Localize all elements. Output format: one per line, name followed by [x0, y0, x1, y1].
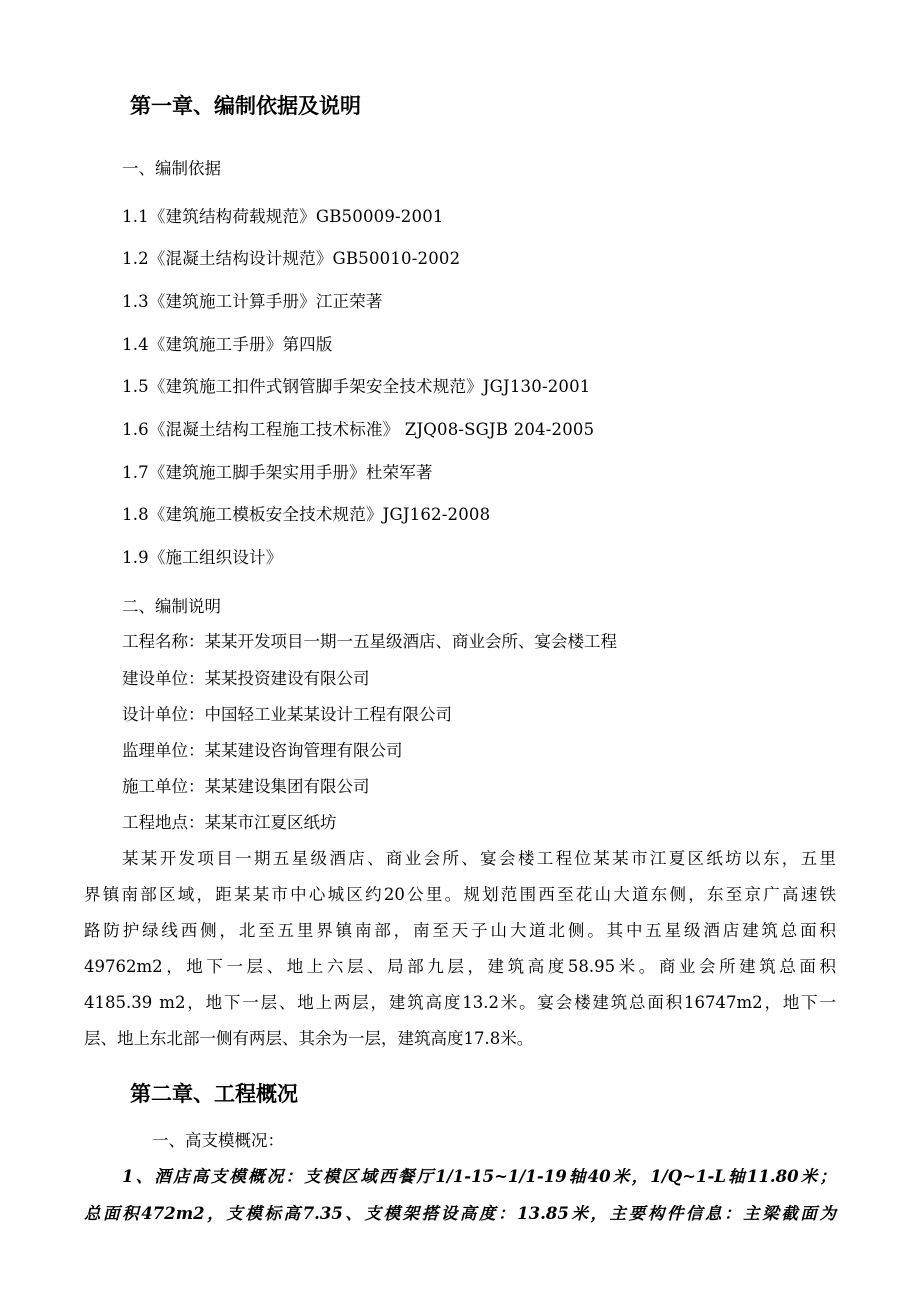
chapter2-title: 第二章、工程概况: [130, 1081, 298, 1106]
reference-item: 1.9《施工组织设计》: [122, 548, 283, 567]
reference-item: 1.5《建筑施工扣件式钢管脚手架安全技术规范》JGJ130-2001: [122, 377, 591, 396]
chapter1-title: 第一章、编制依据及说明: [130, 93, 361, 118]
design-unit: 设计单位：中国轻工业某某设计工程有限公司: [122, 705, 452, 724]
description-line: 某某开发项目一期五星级酒店、商业会所、宴会楼工程位某某市江夏区纸坊以东，五里: [122, 849, 836, 868]
reference-item: 1.1《建筑结构荷载规范》GB50009-2001: [122, 207, 444, 226]
reference-item: 1.2《混凝土结构设计规范》GB50010-2002: [122, 249, 461, 268]
project-location: 工程地点：某某市江夏区纸坊: [122, 813, 337, 832]
reference-item: 1.8《建筑施工模板安全技术规范》JGJ162-2008: [122, 505, 491, 524]
description-line: 层、地上东北部一侧有两层、其余为一层，建筑高度17.8米。: [84, 1029, 534, 1048]
description-line: 49762m2，地下一层、地上六层、局部九层，建筑高度58.95米。商业会所建筑总面积: [84, 957, 836, 976]
description-line: 界镇南部区域，距某某市中心城区约20公里。规划范围西至花山大道东侧，东至京广高速铁: [84, 885, 836, 904]
reference-item: 1.7《建筑施工脚手架实用手册》杜荣军著: [122, 463, 433, 482]
highlight-line: 总面积472m2，支模标高7.35、支模架搭设高度：13.85米，主要构件信息：主梁截面为: [84, 1204, 836, 1223]
construction-unit: 施工单位：某某建设集团有限公司: [122, 777, 370, 796]
owner-unit: 建设单位：某某投资建设有限公司: [122, 669, 370, 688]
notes-heading: 二、编制说明: [122, 597, 221, 616]
highlight-line: 1、酒店高支模概况：支模区域西餐厅1/1-15~1/1-19轴40米，1/Q~1-L轴11.80米；: [122, 1167, 836, 1186]
project-name: 工程名称：某某开发项目一期一五星级酒店、商业会所、宴会楼工程: [122, 632, 617, 651]
description-line: 路防护绿线西侧，北至五里界镇南部，南至天子山大道北侧。其中五星级酒店建筑总面积: [84, 921, 836, 940]
description-line: 4185.39 m2，地下一层、地上两层，建筑高度13.2米。宴会楼建筑总面积16747m2，地下一: [84, 993, 836, 1012]
reference-item: 1.3《建筑施工计算手册》江正荣著: [122, 292, 383, 311]
overview-heading: 一、高支模概况：: [152, 1131, 284, 1150]
reference-item: 1.6《混凝土结构工程施工技术标准》 ZJQ08-SGJB 204-2005: [122, 420, 595, 439]
supervision-unit: 监理单位：某某建设咨询管理有限公司: [122, 741, 403, 760]
reference-item: 1.4《建筑施工手册》第四版: [122, 335, 333, 354]
basis-heading: 一、编制依据: [122, 159, 221, 178]
